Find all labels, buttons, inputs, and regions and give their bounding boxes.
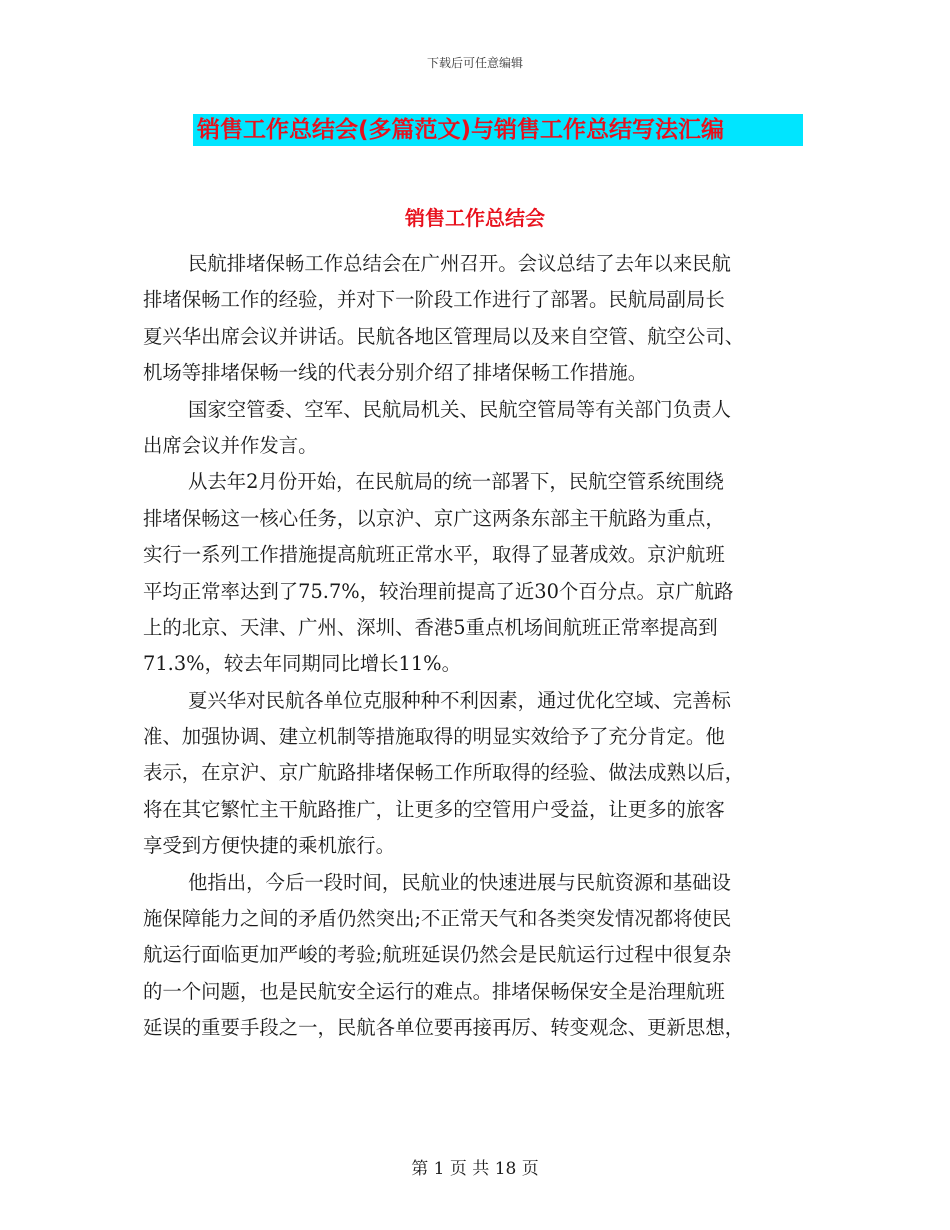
text-line: 他指出，今后一段时间，民航业的快速进展与民航资源和基础设 xyxy=(188,870,731,894)
text-line: 排堵保畅这一核心任务，以京沪、京广这两条东部主干航路为重点， xyxy=(143,506,725,530)
text-line: 表示，在京沪、京广航路排堵保畅工作所取得的经验、做法成熟以后， xyxy=(143,761,745,785)
header-note: 下载后可任意编辑 xyxy=(426,56,523,70)
text-line: 平均正常率达到了75.7%，较治理前提高了近30个百分点。京广航路 xyxy=(143,579,734,603)
text-line: 排堵保畅工作的经验，并对下一阶段工作进行了部署。民航局副局长 xyxy=(143,288,725,312)
text-line: 夏兴华出席会议并讲话。民航各地区管理局以及来自空管、航空公司、 xyxy=(143,324,745,348)
section-title: 销售工作总结会 xyxy=(405,206,545,230)
text-line: 航运行面临更加严峻的考验;航班延误仍然会是民航运行过程中很复杂 xyxy=(143,943,732,967)
body-text xyxy=(143,246,803,1047)
document-title-highlight xyxy=(193,114,803,146)
text-line: 71.3%，较去年同期同比增长11%。 xyxy=(143,652,461,676)
text-line: 准、加强协调、建立机制等措施取得的明显实效给予了充分肯定。他 xyxy=(143,725,725,749)
text-line: 的一个问题，也是民航安全运行的难点。排堵保畅保安全是治理航班 xyxy=(143,979,725,1003)
text-line: 国家空管委、空军、民航局机关、民航空管局等有关部门负责人 xyxy=(188,397,731,421)
text-line: 实行一系列工作措施提高航班正常水平，取得了显著成效。京沪航班 xyxy=(143,543,725,567)
text-line: 享受到方便快捷的乘机旅行。 xyxy=(143,834,396,858)
text-line: 机场等排堵保畅一线的代表分别介绍了排堵保畅工作措施。 xyxy=(143,361,648,385)
page-footer: 第 1 页 共 18 页 xyxy=(411,1159,539,1179)
document-title: 销售工作总结会(多篇范文)与销售工作总结写法汇编 xyxy=(197,117,725,143)
text-line: 出席会议并作发言。 xyxy=(143,433,318,457)
text-line: 延误的重要手段之一，民航各单位要再接再厉、转变观念、更新思想， xyxy=(143,1016,745,1040)
text-line: 从去年2月份开始，在民航局的统一部署下，民航空管系统围绕 xyxy=(188,470,724,494)
text-line: 施保障能力之间的矛盾仍然突出;不正常天气和各类突发情况都将使民 xyxy=(143,907,732,931)
text-line: 将在其它繁忙主干航路推广，让更多的空管用户受益，让更多的旅客 xyxy=(143,797,725,821)
text-line: 夏兴华对民航各单位克服种种不利因素，通过优化空域、完善标 xyxy=(188,688,731,712)
text-line: 民航排堵保畅工作总结会在广州召开。会议总结了去年以来民航 xyxy=(188,252,731,275)
text-line: 上的北京、天津、广州、深圳、香港5重点机场间航班正常率提高到 xyxy=(143,615,718,639)
